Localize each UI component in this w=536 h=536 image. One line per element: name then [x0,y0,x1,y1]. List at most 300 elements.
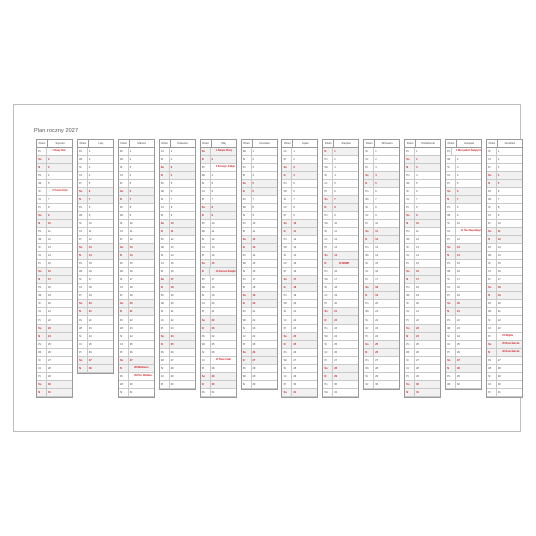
day-row[interactable] [119,228,154,236]
day-row[interactable] [37,244,72,252]
day-row[interactable] [242,268,277,276]
day-row[interactable] [446,156,481,164]
day-row[interactable] [323,373,358,381]
day-row[interactable] [160,349,195,357]
day-row[interactable] [364,316,399,324]
day-row[interactable] [446,268,481,276]
day-row[interactable] [242,188,277,196]
day-row[interactable] [364,325,399,333]
day-row[interactable] [242,357,277,365]
day-row[interactable] [242,381,277,389]
day-row[interactable] [78,365,113,373]
day-row[interactable] [119,276,154,284]
day-row[interactable] [78,300,113,308]
day-row[interactable] [364,308,399,316]
day-row[interactable] [242,252,277,260]
day-row[interactable] [405,292,440,300]
day-row[interactable] [487,284,522,292]
day-row[interactable] [160,204,195,212]
day-row[interactable] [282,389,317,397]
day-row[interactable] [119,316,154,324]
day-row[interactable] [78,341,113,349]
day-row[interactable] [323,228,358,236]
day-row[interactable] [78,156,113,164]
day-row[interactable] [37,389,72,397]
day-row[interactable] [119,236,154,244]
day-row[interactable] [119,341,154,349]
day-row[interactable] [119,212,154,220]
day-row[interactable] [446,164,481,172]
day-row[interactable] [364,349,399,357]
day-row[interactable] [323,300,358,308]
day-row[interactable] [160,196,195,204]
day-row[interactable] [160,292,195,300]
day-row[interactable] [37,381,72,389]
day-row[interactable] [405,373,440,381]
day-row[interactable] [323,316,358,324]
day-row[interactable] [323,180,358,188]
day-row[interactable] [78,204,113,212]
day-row[interactable] [282,268,317,276]
day-row[interactable] [405,236,440,244]
day-row[interactable] [160,252,195,260]
day-row[interactable] [37,284,72,292]
day-row[interactable] [242,220,277,228]
day-row[interactable] [282,164,317,172]
day-row[interactable] [282,236,317,244]
day-row[interactable] [323,341,358,349]
day-row[interactable] [487,381,522,389]
day-row[interactable] [405,284,440,292]
day-row[interactable] [446,196,481,204]
day-row[interactable] [242,292,277,300]
day-row[interactable] [78,148,113,156]
day-row[interactable] [37,341,72,349]
day-row[interactable] [119,252,154,260]
day-row[interactable] [405,389,440,397]
day-row[interactable] [78,333,113,341]
day-row[interactable] [160,341,195,349]
day-row[interactable] [160,381,195,389]
day-row[interactable] [37,188,72,196]
day-row[interactable] [37,268,72,276]
day-row[interactable] [364,148,399,156]
day-row[interactable] [160,212,195,220]
day-row[interactable] [201,268,236,276]
day-row[interactable] [37,373,72,381]
day-row[interactable] [78,252,113,260]
day-row[interactable] [119,172,154,180]
day-row[interactable] [160,333,195,341]
day-row[interactable] [119,373,154,381]
day-row[interactable] [323,268,358,276]
day-row[interactable] [78,236,113,244]
day-row[interactable] [323,252,358,260]
day-row[interactable] [446,212,481,220]
day-row[interactable] [405,325,440,333]
day-row[interactable] [160,188,195,196]
day-row[interactable] [487,325,522,333]
day-row[interactable] [119,244,154,252]
day-row[interactable] [364,268,399,276]
day-row[interactable] [160,260,195,268]
day-row[interactable] [201,349,236,357]
day-row[interactable] [37,148,72,156]
day-row[interactable] [487,260,522,268]
day-row[interactable] [78,325,113,333]
day-row[interactable] [446,252,481,260]
day-row[interactable] [487,373,522,381]
day-row[interactable] [242,244,277,252]
day-row[interactable] [160,357,195,365]
day-row[interactable] [282,228,317,236]
day-row[interactable] [201,284,236,292]
day-row[interactable] [405,204,440,212]
day-row[interactable] [242,164,277,172]
day-row[interactable] [119,188,154,196]
day-row[interactable] [201,276,236,284]
day-row[interactable] [405,196,440,204]
day-row[interactable] [487,308,522,316]
day-row[interactable] [323,365,358,373]
day-row[interactable] [282,252,317,260]
day-row[interactable] [364,260,399,268]
day-row[interactable] [282,212,317,220]
day-row[interactable] [160,148,195,156]
day-row[interactable] [282,172,317,180]
day-row[interactable] [323,236,358,244]
day-row[interactable] [160,284,195,292]
day-row[interactable] [119,148,154,156]
day-row[interactable] [37,333,72,341]
day-row[interactable] [201,204,236,212]
day-row[interactable] [446,325,481,333]
day-row[interactable] [78,188,113,196]
day-row[interactable] [242,236,277,244]
day-row[interactable] [487,148,522,156]
day-row[interactable] [405,212,440,220]
day-row[interactable] [282,188,317,196]
day-row[interactable] [37,228,72,236]
day-row[interactable] [160,220,195,228]
day-row[interactable] [323,196,358,204]
day-row[interactable] [201,292,236,300]
day-row[interactable] [487,333,522,341]
day-row[interactable] [242,172,277,180]
day-row[interactable] [364,300,399,308]
day-row[interactable] [364,236,399,244]
day-row[interactable] [487,236,522,244]
day-row[interactable] [446,180,481,188]
day-row[interactable] [446,316,481,324]
day-row[interactable] [242,196,277,204]
day-row[interactable] [78,284,113,292]
day-row[interactable] [364,373,399,381]
day-row[interactable] [487,389,522,397]
day-row[interactable] [446,357,481,365]
day-row[interactable] [78,308,113,316]
day-row[interactable] [160,316,195,324]
day-row[interactable] [364,188,399,196]
day-row[interactable] [323,212,358,220]
day-row[interactable] [282,220,317,228]
day-row[interactable] [119,156,154,164]
day-row[interactable] [364,292,399,300]
day-row[interactable] [405,349,440,357]
day-row[interactable] [446,204,481,212]
day-row[interactable] [446,308,481,316]
day-row[interactable] [323,188,358,196]
day-row[interactable] [119,260,154,268]
day-row[interactable] [160,156,195,164]
day-row[interactable] [37,316,72,324]
day-row[interactable] [201,389,236,397]
day-row[interactable] [201,252,236,260]
day-row[interactable] [446,292,481,300]
day-row[interactable] [242,316,277,324]
day-row[interactable] [160,300,195,308]
day-row[interactable] [119,308,154,316]
day-row[interactable] [364,381,399,389]
day-row[interactable] [487,292,522,300]
day-row[interactable] [78,292,113,300]
day-row[interactable] [487,276,522,284]
day-row[interactable] [446,244,481,252]
day-row[interactable] [364,333,399,341]
day-row[interactable] [323,156,358,164]
day-row[interactable] [323,164,358,172]
day-row[interactable] [37,212,72,220]
day-row[interactable] [201,308,236,316]
day-row[interactable] [364,365,399,373]
day-row[interactable] [487,204,522,212]
day-row[interactable] [364,228,399,236]
day-row[interactable] [487,349,522,357]
day-row[interactable] [78,164,113,172]
day-row[interactable] [201,365,236,373]
day-row[interactable] [201,341,236,349]
day-row[interactable] [119,389,154,397]
day-row[interactable] [37,357,72,365]
day-row[interactable] [446,148,481,156]
day-row[interactable] [242,341,277,349]
day-row[interactable] [242,148,277,156]
day-row[interactable] [405,220,440,228]
day-row[interactable] [201,156,236,164]
day-row[interactable] [405,268,440,276]
day-row[interactable] [282,325,317,333]
day-row[interactable] [242,373,277,381]
day-row[interactable] [446,349,481,357]
day-row[interactable] [78,276,113,284]
day-row[interactable] [487,164,522,172]
day-row[interactable] [78,349,113,357]
day-row[interactable] [282,284,317,292]
day-row[interactable] [201,325,236,333]
day-row[interactable] [242,260,277,268]
day-row[interactable] [78,228,113,236]
day-row[interactable] [405,316,440,324]
day-row[interactable] [323,325,358,333]
day-row[interactable] [282,373,317,381]
day-row[interactable] [282,180,317,188]
day-row[interactable] [282,276,317,284]
day-row[interactable] [37,220,72,228]
day-row[interactable] [37,325,72,333]
day-row[interactable] [119,333,154,341]
day-row[interactable] [119,292,154,300]
day-row[interactable] [282,156,317,164]
day-row[interactable] [323,308,358,316]
day-row[interactable] [37,252,72,260]
day-row[interactable] [201,373,236,381]
day-row[interactable] [487,180,522,188]
day-row[interactable] [405,156,440,164]
day-row[interactable] [487,316,522,324]
day-row[interactable] [78,220,113,228]
day-row[interactable] [119,300,154,308]
day-row[interactable] [405,381,440,389]
day-row[interactable] [323,357,358,365]
day-row[interactable] [201,381,236,389]
day-row[interactable] [282,333,317,341]
day-row[interactable] [37,164,72,172]
day-row[interactable] [364,196,399,204]
day-row[interactable] [242,204,277,212]
day-row[interactable] [37,156,72,164]
day-row[interactable] [405,357,440,365]
day-row[interactable] [78,357,113,365]
day-row[interactable] [487,220,522,228]
day-row[interactable] [160,180,195,188]
day-row[interactable] [405,365,440,373]
day-row[interactable] [405,244,440,252]
day-row[interactable] [242,156,277,164]
day-row[interactable] [119,204,154,212]
day-row[interactable] [405,164,440,172]
day-row[interactable] [160,236,195,244]
day-row[interactable] [119,357,154,365]
day-row[interactable] [364,156,399,164]
day-row[interactable] [160,365,195,373]
day-row[interactable] [323,333,358,341]
day-row[interactable] [160,268,195,276]
day-row[interactable] [446,220,481,228]
day-row[interactable] [487,357,522,365]
day-row[interactable] [487,244,522,252]
day-row[interactable] [119,180,154,188]
day-row[interactable] [282,148,317,156]
day-row[interactable] [487,212,522,220]
day-row[interactable] [242,284,277,292]
day-row[interactable] [78,212,113,220]
day-row[interactable] [323,148,358,156]
day-row[interactable] [405,308,440,316]
day-row[interactable] [78,260,113,268]
day-row[interactable] [405,228,440,236]
day-row[interactable] [364,284,399,292]
day-row[interactable] [487,196,522,204]
day-row[interactable] [119,164,154,172]
day-row[interactable] [119,268,154,276]
day-row[interactable] [201,164,236,172]
day-row[interactable] [446,228,481,236]
day-row[interactable] [201,236,236,244]
day-row[interactable] [282,196,317,204]
day-row[interactable] [201,300,236,308]
day-row[interactable] [405,188,440,196]
day-row[interactable] [487,252,522,260]
day-row[interactable] [487,268,522,276]
day-row[interactable] [160,276,195,284]
day-row[interactable] [282,316,317,324]
day-row[interactable] [405,300,440,308]
day-row[interactable] [201,316,236,324]
day-row[interactable] [405,172,440,180]
day-row[interactable] [323,292,358,300]
day-row[interactable] [201,357,236,365]
day-row[interactable] [282,349,317,357]
day-row[interactable] [364,172,399,180]
day-row[interactable] [323,284,358,292]
day-row[interactable] [487,300,522,308]
day-row[interactable] [201,228,236,236]
day-row[interactable] [201,196,236,204]
day-row[interactable] [487,188,522,196]
day-row[interactable] [364,212,399,220]
day-row[interactable] [446,284,481,292]
day-row[interactable] [364,204,399,212]
day-row[interactable] [446,236,481,244]
day-row[interactable] [364,357,399,365]
day-row[interactable] [119,220,154,228]
day-row[interactable] [201,188,236,196]
day-row[interactable] [323,260,358,268]
day-row[interactable] [405,341,440,349]
day-row[interactable] [323,276,358,284]
day-row[interactable] [446,188,481,196]
day-row[interactable] [201,180,236,188]
day-row[interactable] [282,260,317,268]
day-row[interactable] [201,220,236,228]
day-row[interactable] [37,349,72,357]
day-row[interactable] [323,381,358,389]
day-row[interactable] [282,292,317,300]
day-row[interactable] [242,365,277,373]
day-row[interactable] [242,349,277,357]
day-row[interactable] [119,349,154,357]
day-row[interactable] [37,260,72,268]
day-row[interactable] [78,268,113,276]
day-row[interactable] [160,164,195,172]
day-row[interactable] [323,172,358,180]
day-row[interactable] [242,325,277,333]
day-row[interactable] [37,180,72,188]
day-row[interactable] [446,365,481,373]
day-row[interactable] [37,300,72,308]
day-row[interactable] [446,276,481,284]
day-row[interactable] [446,341,481,349]
day-row[interactable] [446,172,481,180]
day-row[interactable] [37,172,72,180]
day-row[interactable] [487,365,522,373]
day-row[interactable] [405,252,440,260]
day-row[interactable] [201,172,236,180]
day-row[interactable] [323,244,358,252]
day-row[interactable] [160,308,195,316]
day-row[interactable] [446,381,481,389]
day-row[interactable] [160,373,195,381]
